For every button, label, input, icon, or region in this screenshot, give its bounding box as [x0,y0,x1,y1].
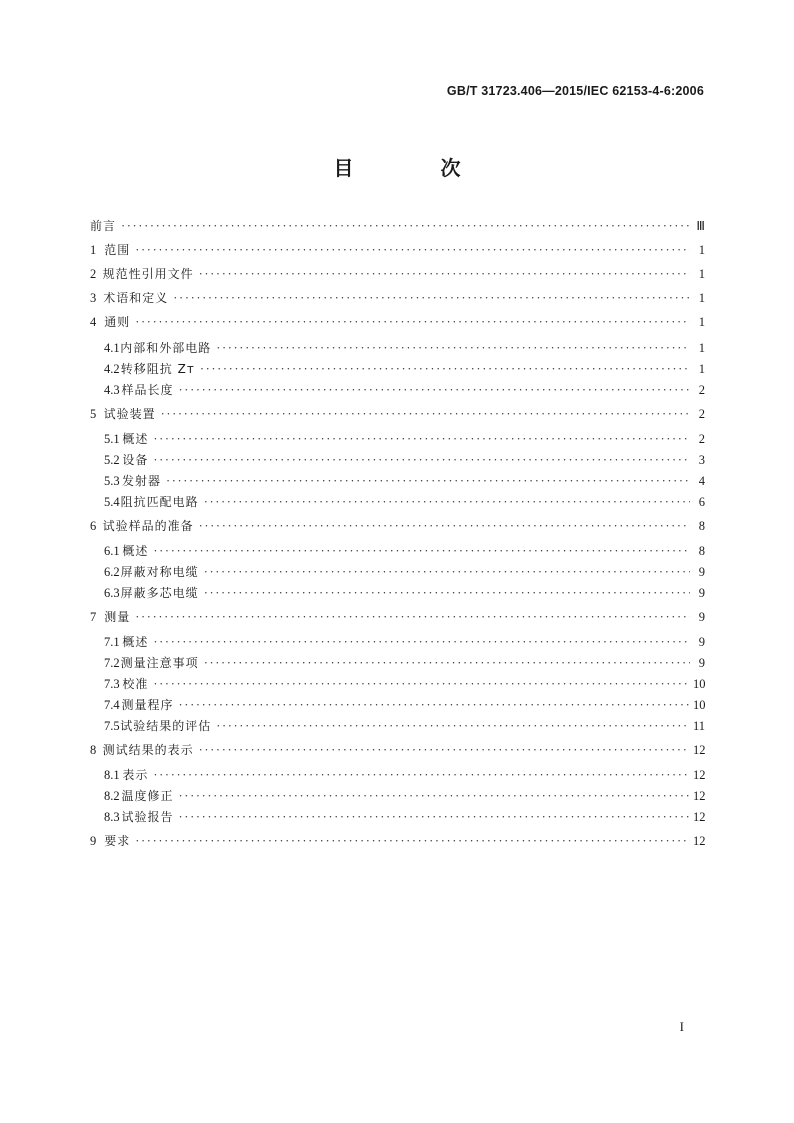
toc-entry-page: 2 [698,383,705,397]
toc-dot-leader [204,492,690,512]
toc-dot-leader [204,562,690,582]
toc-dot-leader [199,516,690,536]
toc-entry-number: 9 [90,834,97,848]
toc-entry-page: 12 [693,743,706,757]
toc-entry-page: 1 [698,315,705,329]
toc-dot-leader [199,740,690,760]
toc-entry[interactable] [104,583,705,603]
toc-entry-page: 8 [698,519,705,533]
toc-entry-page: 10 [693,677,706,691]
toc-entry[interactable] [90,264,705,284]
page-number: I [679,1019,684,1034]
toc-entry-label: 前言 [90,219,117,233]
toc-entry-page: 12 [693,789,706,803]
toc-entry-label: 温度修正 [121,789,174,803]
toc-entry-label: 测量注意事项 [120,656,199,670]
toc-entry-label: 试验装置 [103,407,156,421]
toc-entry-label: 试验结果的评估 [120,719,212,733]
toc-entry-page: 1 [698,362,705,376]
toc-entry-number: 7 [90,610,97,624]
toc-entry-number: 6.2 [104,565,120,579]
toc-dot-leader [166,471,690,491]
toc-entry[interactable] [90,288,705,308]
toc-entry-label: 样品长度 [121,383,174,397]
toc-entry[interactable] [90,607,705,627]
toc-entry[interactable] [90,831,705,851]
toc-entry-page: 6 [698,495,705,509]
toc-dot-leader [161,404,690,424]
toc-entry-number: 6 [90,519,97,533]
toc-dot-leader [200,359,690,379]
toc-entry-number: 8.3 [104,810,120,824]
toc-entry-number: 4.3 [104,383,120,397]
toc-entry-label: 屏蔽多芯电缆 [120,586,199,600]
toc-entry-page: Ⅲ [696,219,705,233]
standard-code-header: GB/T 31723.406—2015/IEC 62153-4-6:2006 [446,84,704,98]
toc-entry-label: 校准 [122,677,149,691]
toc-entry-number: 7.1 [104,635,120,649]
toc-entry-page: 9 [698,565,705,579]
toc-entry-number: 5 [90,407,97,421]
toc-dot-leader [153,429,690,449]
toc-entry[interactable] [90,516,705,536]
toc-entry-number: 7.5 [104,719,120,733]
toc-dot-leader [199,264,690,284]
toc-entry-number: 5.4 [104,495,120,509]
toc-entry-label: 发射器 [121,474,161,488]
toc-entry[interactable] [104,786,705,806]
toc-entry-page: 3 [698,453,705,467]
toc-dot-leader [153,674,690,694]
toc-entry-number: 7.2 [104,656,120,670]
toc-dot-leader [179,380,690,400]
toc-dot-leader [179,807,690,827]
toc-entry[interactable] [90,740,705,760]
toc-dot-leader [135,607,690,627]
toc-entry[interactable] [104,807,705,827]
toc-entry-label: 规范性引用文件 [102,267,194,281]
toc-dot-leader [173,288,690,308]
toc-dot-leader [204,583,690,603]
toc-dot-leader [153,765,690,785]
toc-entry-number: 4.1 [104,341,120,355]
toc-entry-label: 测量程序 [121,698,174,712]
toc-entry[interactable] [104,338,705,358]
toc-entry-number: 5.3 [104,474,120,488]
toc-entry[interactable] [104,492,705,512]
toc-dot-leader [153,450,690,470]
toc-entry-label: 表示 [122,768,149,782]
toc-entry-number: 4 [90,315,97,329]
toc-entry[interactable] [90,312,705,332]
toc-entry[interactable] [90,404,705,424]
toc-entry-number: 6.3 [104,586,120,600]
toc-entry[interactable] [104,380,705,400]
toc-entry-number: 5.1 [104,432,120,446]
toc-entry-number: 8.2 [104,789,120,803]
toc-dot-leader [135,312,690,332]
toc-entry[interactable] [104,674,705,694]
toc-entry-label: 屏蔽对称电缆 [120,565,199,579]
toc-dot-leader [216,716,690,736]
toc-dot-leader [153,632,690,652]
toc-entry[interactable] [104,765,705,785]
toc-entry-page: 12 [693,768,706,782]
toc-entry-number: 2 [90,267,97,281]
toc-entry-label: 术语和定义 [103,291,169,305]
toc-entry-number: 6.1 [104,544,120,558]
toc-entry-page: 11 [693,719,706,733]
toc-entry-page: 1 [698,267,705,281]
toc-entry-number: 1 [90,243,97,257]
toc-entry-page: 10 [693,698,706,712]
toc-entry-page: 8 [698,544,705,558]
toc-dot-leader [216,338,690,358]
toc-entry-page: 9 [698,610,705,624]
toc-entry-page: 2 [698,407,705,421]
toc-dot-leader [121,216,690,236]
toc-dot-leader [204,653,690,673]
toc-entry[interactable] [104,562,705,582]
toc-entry-label: 设备 [122,453,149,467]
toc-entry-label: 范围 [104,243,131,257]
toc-entry-label: 内部和外部电路 [120,341,212,355]
toc-entry-label: 试验报告 [121,810,174,824]
toc-entry-page: 1 [698,291,705,305]
toc-entry-page: 9 [698,635,705,649]
toc-entry-page: 2 [698,432,705,446]
toc-entry-label: 要求 [104,834,131,848]
toc-entry-number: 3 [90,291,97,305]
toc-entry[interactable] [104,359,705,379]
toc-entry[interactable] [104,450,705,470]
toc-entry-number: 8 [90,743,97,757]
toc-entry-label: 试验样品的准备 [102,519,194,533]
toc-entry-number: 4.2 [104,362,120,376]
toc-entry-page: 12 [693,834,706,848]
toc-entry-label: 概述 [122,544,149,558]
toc-entry-page: 4 [698,474,705,488]
toc-entry-label: 概述 [122,635,149,649]
toc-entry[interactable] [104,695,705,715]
toc-entry[interactable] [104,429,705,449]
toc-entry-label: 通则 [104,315,131,329]
toc-entry-label: 转移阻抗 Zᴛ [120,362,195,376]
toc-entry-page: 12 [693,810,706,824]
toc-entry-page: 9 [698,656,705,670]
toc-entry-number: 8.1 [104,768,120,782]
toc-dot-leader [153,541,690,561]
toc-entry[interactable] [104,541,705,561]
toc-dot-leader [179,786,690,806]
toc-entry-number: 5.2 [104,453,120,467]
toc-entry-page: 1 [698,243,705,257]
toc-entry[interactable] [104,471,705,491]
toc-entry-page: 1 [698,341,705,355]
toc-entry-page: 9 [698,586,705,600]
toc-dot-leader [179,695,690,715]
toc-entry[interactable] [104,716,705,736]
toc-entry-label: 测试结果的表示 [102,743,194,757]
toc-entry-number: 7.3 [104,677,120,691]
toc-entry-number: 7.4 [104,698,120,712]
page-title: 目 次 [333,156,501,180]
toc-dot-leader [135,831,690,851]
toc-entry-label: 概述 [122,432,149,446]
toc-entry[interactable] [104,632,705,652]
toc-entry-label: 测量 [104,610,131,624]
toc-entry[interactable] [104,653,705,673]
toc-entry-label: 阻抗匹配电路 [120,495,199,509]
toc-entry[interactable] [90,216,705,236]
toc-dot-leader [135,240,690,260]
toc-entry[interactable] [90,240,705,260]
